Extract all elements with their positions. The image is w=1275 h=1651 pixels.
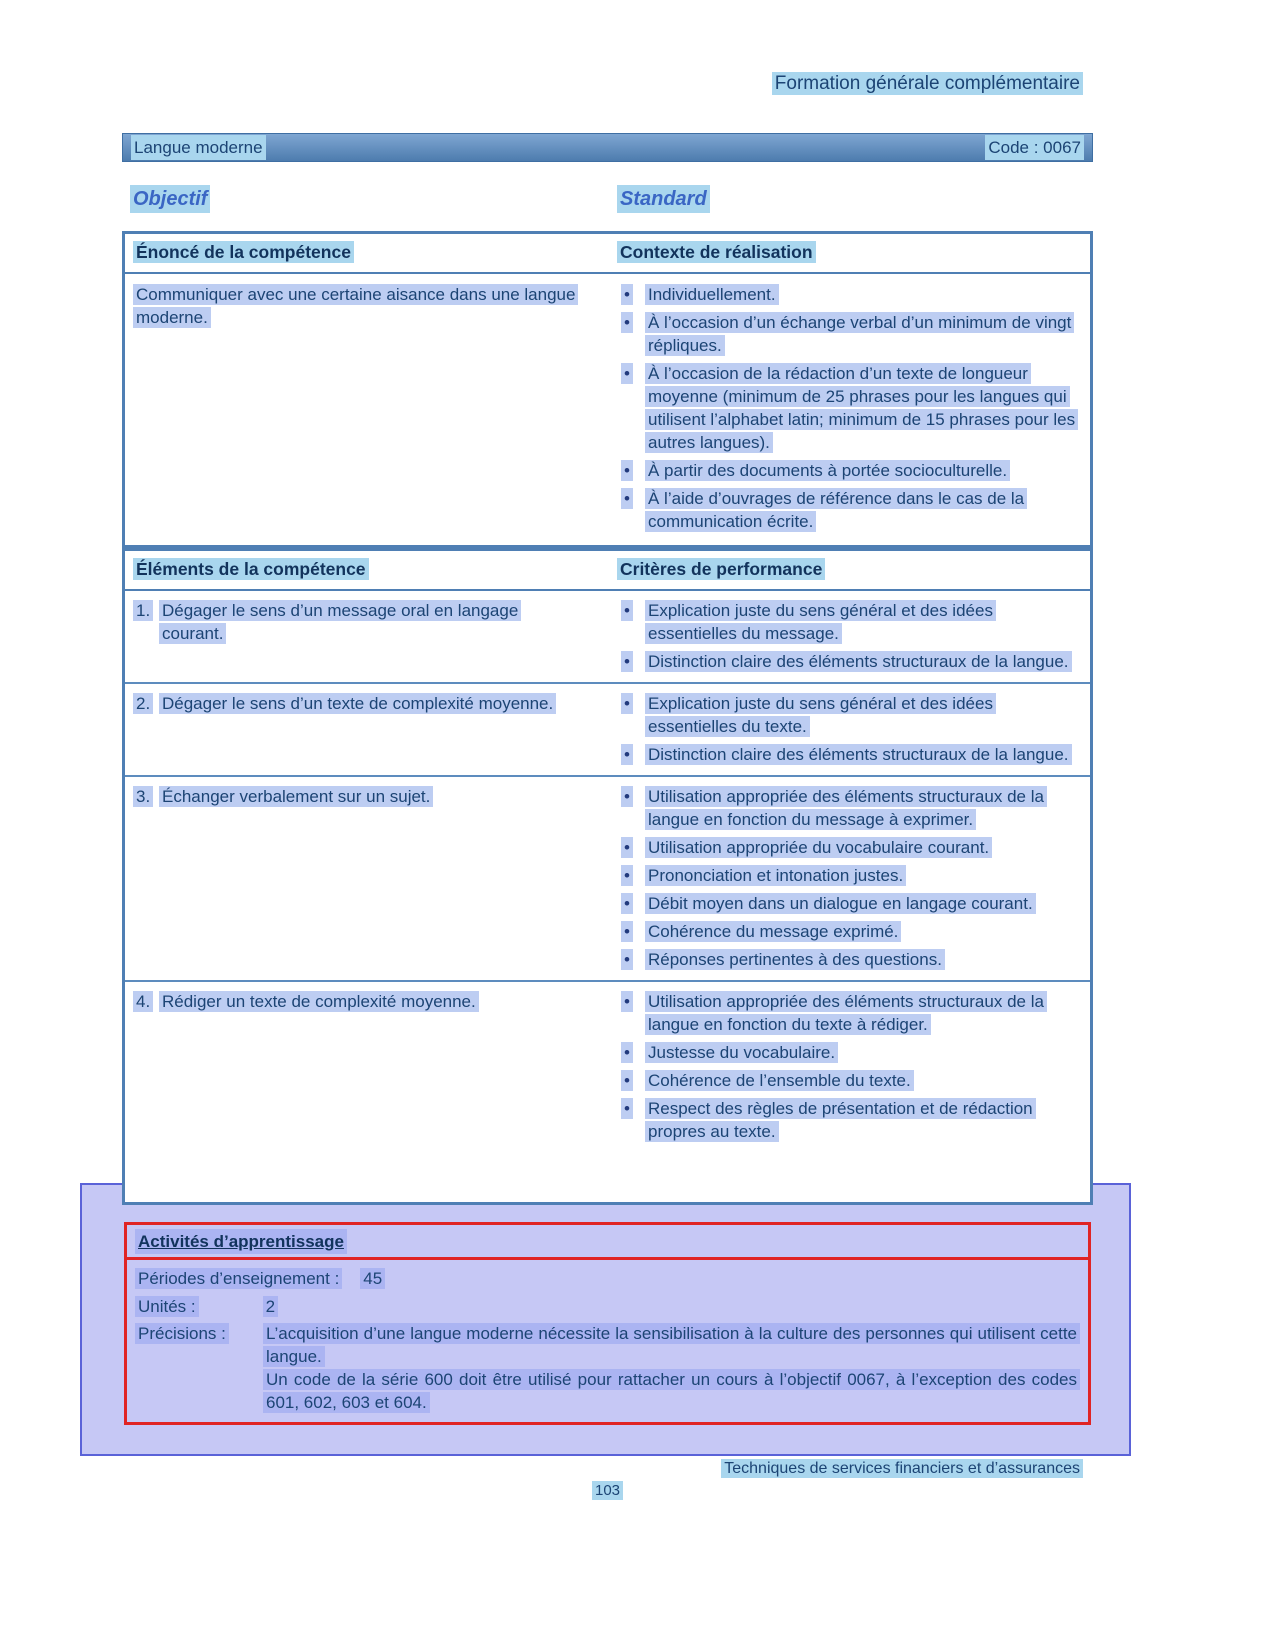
bullet-item (617, 1069, 1076, 1092)
element-number (133, 785, 159, 971)
criteria-list (617, 785, 1076, 971)
bullet-icon (617, 487, 645, 533)
contexte-header-cell (617, 241, 1090, 264)
element-number-text: 4. (133, 991, 153, 1012)
bullet-text-content: Respect des règles de présentation et de rédaction propres au texte. (645, 1098, 1036, 1142)
bullet-text-content: Distinction claire des éléments structuraux de la langue. (645, 651, 1072, 672)
competence-table (122, 231, 1093, 548)
precisions-row (135, 1322, 1080, 1414)
bullet-glyph: • (621, 651, 633, 672)
bullet-glyph: • (621, 949, 633, 970)
element-row (125, 591, 1090, 684)
criteria-list (617, 599, 1076, 673)
bullet-text (645, 864, 1076, 887)
units-row (135, 1294, 1080, 1319)
bullet-item (617, 892, 1076, 915)
title-bar (122, 133, 1093, 162)
criteria-cell (617, 599, 1090, 673)
element-text-content: Dégager le sens d’un texte de complexité moyenne. (159, 693, 556, 714)
bullet-text (645, 362, 1076, 454)
bullet-text-content: Justesse du vocabulaire. (645, 1042, 838, 1063)
bullet-glyph: • (621, 600, 633, 621)
element-text-content: Dégager le sens d’un message oral en langage courant. (159, 600, 521, 644)
activities-title-box (124, 1222, 1091, 1260)
header-criteres: Critères de performance (617, 558, 825, 580)
bullet-glyph: • (621, 837, 633, 858)
bullet-item (617, 743, 1076, 766)
bullet-text-content: Distinction claire des éléments structuraux de la langue. (645, 744, 1072, 765)
competence-header-cell (125, 241, 617, 264)
bullet-text (645, 920, 1076, 943)
bullet-icon (617, 362, 645, 454)
bullet-text-content: Prononciation et intonation justes. (645, 865, 906, 886)
activities-panel (80, 1183, 1131, 1456)
elements-header-cell (125, 558, 617, 581)
bullet-item (617, 459, 1076, 482)
bullet-icon (617, 311, 645, 357)
bullet-item (617, 599, 1076, 645)
heading-standard: Standard (617, 185, 710, 213)
bullet-glyph: • (621, 693, 633, 714)
bullet-item (617, 1041, 1076, 1064)
bullet-icon (617, 599, 645, 645)
bullet-item (617, 948, 1076, 971)
bullet-glyph: • (621, 460, 633, 481)
bullet-text-content: Individuellement. (645, 284, 779, 305)
bullet-item (617, 362, 1076, 454)
precisions-paragraph (263, 1368, 1080, 1414)
bullet-text-content: À l’occasion d’un échange verbal d’un minimum de vingt répliques. (645, 312, 1074, 356)
periods-row (135, 1266, 1080, 1291)
bullet-text (645, 459, 1076, 482)
element-cell (125, 599, 617, 673)
elements-table-header (125, 551, 1090, 591)
bullet-glyph: • (621, 488, 633, 509)
bullet-icon (617, 990, 645, 1036)
bullet-icon (617, 1041, 645, 1064)
precisions-paragraph-text: Un code de la série 600 doit être utilisé pour rattacher un cours à l’objectif 0067, à l’exception des codes 601, 602, 603 et 604. (263, 1369, 1080, 1413)
page-number (592, 1481, 623, 1501)
bullet-item (617, 692, 1076, 738)
bullet-text (645, 1041, 1076, 1064)
header-note-text: Formation générale complémentaire (772, 72, 1083, 95)
bullet-glyph: • (621, 1042, 633, 1063)
precisions-label-cell (135, 1322, 263, 1414)
periods-value: 45 (360, 1268, 385, 1289)
bullet-text (645, 785, 1076, 831)
bullet-text (645, 948, 1076, 971)
bullet-text-content: Cohérence du message exprimé. (645, 921, 901, 942)
precisions-label: Précisions : (135, 1323, 229, 1344)
units-value: 2 (263, 1296, 278, 1317)
element-number-text: 1. (133, 600, 153, 621)
element-cell (125, 990, 617, 1143)
bullet-glyph: • (621, 744, 633, 765)
bullet-glyph: • (621, 363, 633, 384)
header-contexte: Contexte de réalisation (617, 241, 816, 263)
bullet-glyph: • (621, 991, 633, 1012)
bullet-glyph: • (621, 921, 633, 942)
bullet-text (645, 743, 1076, 766)
bullet-icon (617, 892, 645, 915)
bullet-text (645, 599, 1076, 645)
elements-rows (125, 591, 1090, 1152)
bullet-text (645, 836, 1076, 859)
bullet-glyph: • (621, 284, 633, 305)
bullet-icon (617, 1069, 645, 1092)
bullet-icon (617, 1097, 645, 1143)
bullet-glyph: • (621, 312, 633, 333)
page-number-text: 103 (592, 1481, 623, 1500)
statement-cell (125, 283, 617, 533)
heading-objectif: Objectif (130, 185, 210, 213)
precisions-body (263, 1322, 1080, 1414)
title-bar-course: Langue moderne (131, 135, 266, 160)
bullet-text-content: Débit moyen dans un dialogue en langage courant. (645, 893, 1036, 914)
bullet-glyph: • (621, 786, 633, 807)
precisions-paragraph-text: L’acquisition d’une langue moderne nécessite la sensibilisation à la culture des personnes qui utilisent cette langue. (263, 1323, 1080, 1367)
bullet-item (617, 487, 1076, 533)
precisions-paragraph (263, 1322, 1080, 1368)
bullet-glyph: • (621, 1070, 633, 1091)
bullet-text (645, 892, 1076, 915)
bullet-icon (617, 785, 645, 831)
bullet-icon (617, 650, 645, 673)
bullet-item (617, 283, 1076, 306)
criteria-list (617, 990, 1076, 1143)
bullet-text-content: Utilisation appropriée du vocabulaire courant. (645, 837, 992, 858)
bullet-text (645, 650, 1076, 673)
statement-text: Communiquer avec une certaine aisance dans une langue moderne. (133, 284, 578, 328)
element-cell (125, 785, 617, 971)
header-note (772, 72, 1083, 96)
element-number-text: 3. (133, 786, 153, 807)
bullet-text-content: Explication juste du sens général et des idées essentielles du texte. (645, 693, 996, 737)
bullet-text-content: Cohérence de l’ensemble du texte. (645, 1070, 914, 1091)
bullet-glyph: • (621, 1098, 633, 1119)
header-elements: Éléments de la compétence (133, 558, 369, 580)
bullet-text (645, 990, 1076, 1036)
bullet-text (645, 283, 1076, 306)
element-text-content: Rédiger un texte de complexité moyenne. (159, 991, 479, 1012)
bullet-text-content: À l’occasion de la rédaction d’un texte de longueur moyenne (minimum de 25 phrases pour les langues qui utilisent l’alphabet latin; minimum de 15 phrases pour les autres langues). (645, 363, 1078, 453)
footer-program-text: Techniques de services financiers et d’assurances (721, 1459, 1083, 1478)
bullet-item (617, 1097, 1076, 1143)
competence-table-body (125, 274, 1090, 545)
bullet-item (617, 836, 1076, 859)
units-label: Unités : (135, 1296, 199, 1317)
bullet-glyph: • (621, 893, 633, 914)
bullet-glyph: • (621, 865, 633, 886)
bullet-item (617, 864, 1076, 887)
criteria-list (617, 692, 1076, 766)
bullet-text (645, 692, 1076, 738)
context-list (617, 283, 1076, 533)
bullet-item (617, 311, 1076, 357)
elements-table (122, 548, 1093, 1205)
element-text (159, 990, 587, 1143)
element-row (125, 982, 1090, 1152)
bullet-icon (617, 836, 645, 859)
bullet-icon (617, 920, 645, 943)
element-number (133, 599, 159, 673)
element-number (133, 692, 159, 766)
bullet-item (617, 785, 1076, 831)
element-text (159, 599, 587, 673)
element-text (159, 692, 587, 766)
bullet-item (617, 990, 1076, 1036)
periods-label: Périodes d’enseignement : (135, 1268, 342, 1289)
bullet-text-content: Utilisation appropriée des éléments structuraux de la langue en fonction du message à exprimer. (645, 786, 1047, 830)
bullet-item (617, 920, 1076, 943)
bullet-icon (617, 283, 645, 306)
bullet-icon (617, 692, 645, 738)
element-number (133, 990, 159, 1143)
footer-program (721, 1458, 1083, 1479)
title-bar-code: Code : 0067 (985, 135, 1084, 160)
bullet-text (645, 311, 1076, 357)
criteria-cell (617, 692, 1090, 766)
activities-title: Activités d’apprentissage (135, 1229, 347, 1254)
element-number-text: 2. (133, 693, 153, 714)
bullet-icon (617, 459, 645, 482)
bullet-icon (617, 743, 645, 766)
bullet-text-content: Explication juste du sens général et des idées essentielles du message. (645, 600, 996, 644)
criteres-header-cell (617, 558, 1090, 581)
element-cell (125, 692, 617, 766)
competence-table-header (125, 234, 1090, 274)
bullet-icon (617, 948, 645, 971)
bullet-text-content: Utilisation appropriée des éléments structuraux de la langue en fonction du texte à rédiger. (645, 991, 1047, 1035)
bullet-text (645, 487, 1076, 533)
context-cell (617, 283, 1090, 533)
bullet-text-content: À l’aide d’ouvrages de référence dans le cas de la communication écrite. (645, 488, 1027, 532)
criteria-cell (617, 785, 1090, 971)
bullet-text (645, 1097, 1076, 1143)
bullet-item (617, 650, 1076, 673)
header-enonce: Énoncé de la compétence (133, 241, 354, 263)
element-text-content: Échanger verbalement sur un sujet. (159, 786, 433, 807)
bullet-icon (617, 864, 645, 887)
activities-content-box (124, 1257, 1091, 1425)
element-text (159, 785, 587, 971)
bullet-text (645, 1069, 1076, 1092)
element-row (125, 777, 1090, 982)
criteria-cell (617, 990, 1090, 1143)
bullet-text-content: À partir des documents à portée socioculturelle. (645, 460, 1010, 481)
element-row (125, 684, 1090, 777)
bullet-text-content: Réponses pertinentes à des questions. (645, 949, 945, 970)
